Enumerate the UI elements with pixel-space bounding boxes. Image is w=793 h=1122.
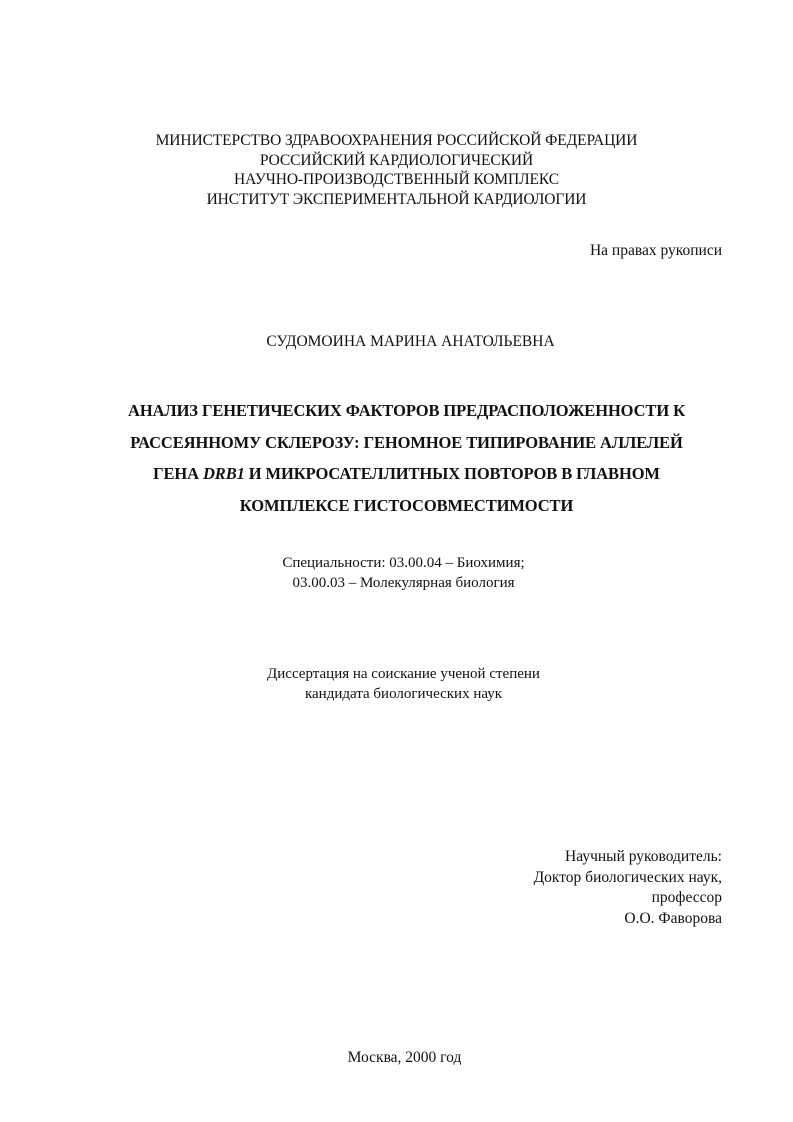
specialty-line: 03.00.03 – Молекулярная биология <box>292 575 515 591</box>
specialties <box>0 553 793 593</box>
rights-note: На правах рукописи <box>589 242 722 259</box>
author-name: СУДОМОИНА МАРИНА АНАТОЛЬЕВНА <box>266 333 555 350</box>
degree-line: Диссертация на соискание ученой степени <box>267 666 540 682</box>
degree-line: кандидата биологических наук <box>304 686 503 702</box>
city-year: Москва, 2000 год <box>347 1049 462 1066</box>
organization-line: НАУЧНО-ПРОИЗВОДСТВЕННЫЙ КОМПЛЕКС <box>234 171 559 188</box>
title-line: АНАЛИЗ ГЕНЕТИЧЕСКИХ ФАКТОРОВ ПРЕДРАСПОЛОЖЕННОСТИ К <box>128 401 685 420</box>
supervisor-rank: профессор <box>651 889 722 906</box>
organization-line: РОССИЙСКИЙ КАРДИОЛОГИЧЕСКИЙ <box>259 151 534 169</box>
title-line-suffix: И МИКРОСАТЕЛЛИТНЫХ ПОВТОРОВ В ГЛАВНОМ <box>244 464 660 483</box>
organization-line: ИНСТИТУТ ЭКСПЕРИМЕНТАЛЬНОЙ КАРДИОЛОГИИ <box>206 190 587 208</box>
title-line: РАССЕЯННОМУ СКЛЕРОЗУ: ГЕНОМНОЕ ТИПИРОВАНИЕ АЛЛЕЛЕЙ <box>130 432 683 452</box>
supervisor-name: О.О. Фаворова <box>624 909 722 927</box>
dissertation-degree <box>0 664 793 704</box>
organization-line: МИНИСТЕРСТВО ЗДРАВООХРАНЕНИЯ РОССИЙСКОЙ ФЕДЕРАЦИИ <box>155 132 638 149</box>
title-line-gene <box>60 458 753 490</box>
supervisor-block <box>534 847 722 929</box>
supervisor-label: Научный руководитель: <box>565 848 722 865</box>
title-line-prefix: ГЕНА <box>153 464 203 483</box>
title-line: КОМПЛЕКСЕ ГИСТОСОВМЕСТИМОСТИ <box>239 495 574 515</box>
supervisor-degree: Доктор биологических наук, <box>533 868 722 886</box>
specialty-line: Специальности: 03.00.04 – Биохимия; <box>282 555 525 571</box>
gene-name: DRB1 <box>202 464 245 483</box>
dissertation-title <box>60 395 753 521</box>
organization-header <box>0 131 793 209</box>
